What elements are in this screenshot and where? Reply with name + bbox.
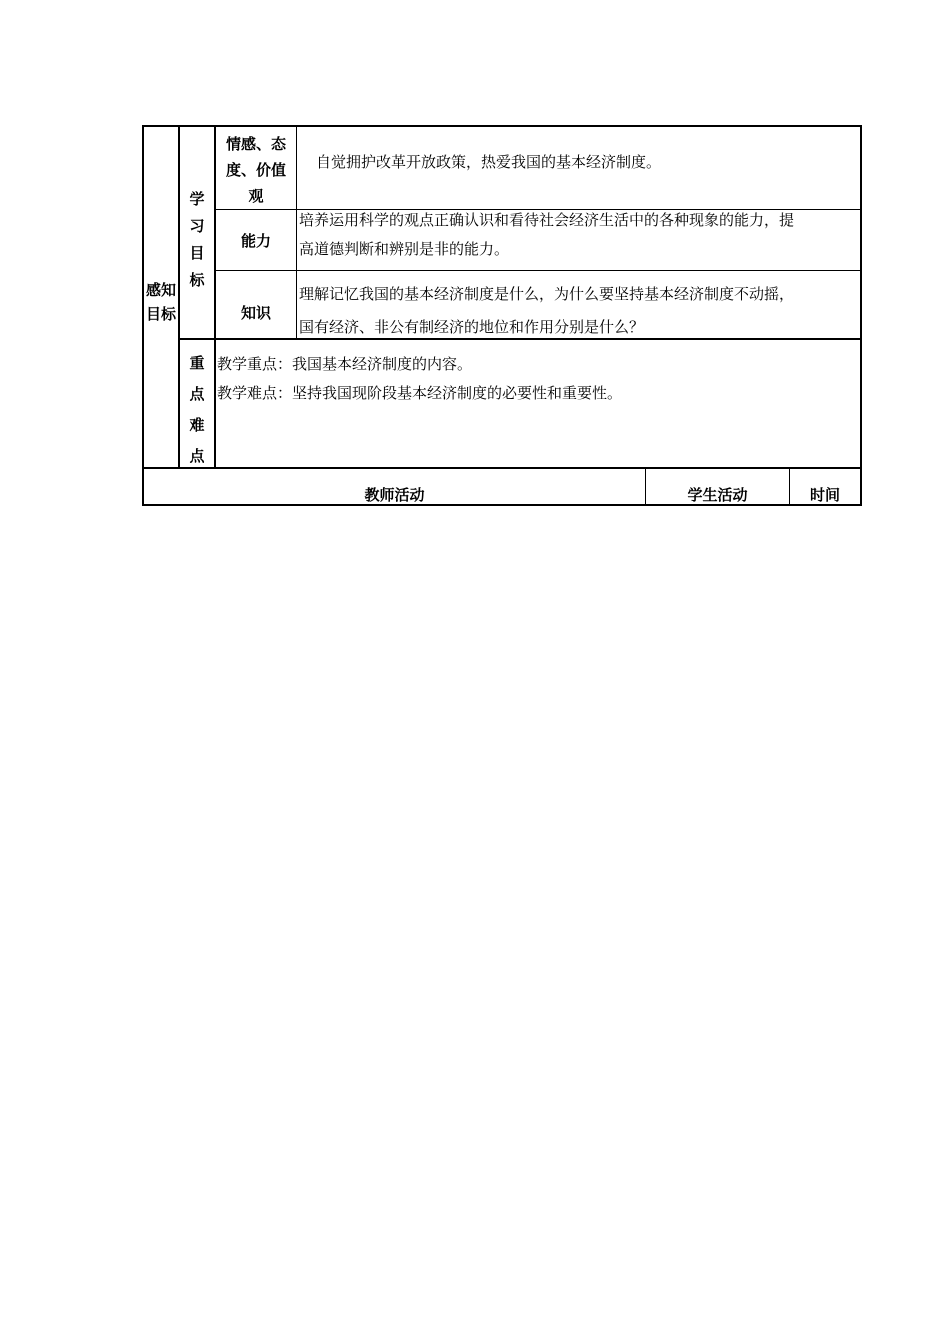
- teacher-activity-header: 教师活动: [364, 485, 425, 504]
- learning-goals-label: [180, 180, 214, 300]
- knowledge-goal-label: 知识: [240, 303, 271, 322]
- ability-goal-line-1: 培养运用科学的观点正确认识和看待社会经济生活中的各种现象的能力，提: [299, 211, 795, 229]
- key-points-label: [180, 348, 214, 472]
- values-goal-label: [216, 130, 296, 210]
- learning-goals-char-2: 习: [189, 217, 205, 235]
- divider-footer: [142, 467, 862, 469]
- perception-goals-line-2: 目标: [145, 305, 176, 323]
- learning-goals-char-4: 标: [189, 271, 205, 289]
- teaching-focus-line: 教学重点：我国基本经济制度的内容。: [217, 355, 473, 373]
- values-goal-line-3: 观: [248, 187, 264, 205]
- knowledge-goal-line-1: 理解记忆我国的基本经济制度是什么，为什么要坚持基本经济制度不动摇，: [299, 285, 795, 303]
- table-border-top: [142, 125, 862, 127]
- table-border-right: [860, 125, 862, 506]
- knowledge-goal-line-2: 国有经济、非公有制经济的地位和作用分别是什么？: [299, 318, 645, 336]
- key-points-char-4: 点: [189, 447, 205, 465]
- key-points-content: [217, 350, 857, 410]
- student-activity-header: 学生活动: [687, 485, 748, 504]
- values-goal-line-2: 度、价值: [225, 161, 286, 179]
- key-points-char-3: 难: [189, 416, 205, 434]
- key-points-char-2: 点: [189, 385, 205, 403]
- divider-col-3: [296, 125, 297, 339]
- divider-row-knowledge: [215, 270, 861, 271]
- ability-goal-label: 能力: [240, 231, 271, 250]
- key-points-char-1: 重: [189, 354, 205, 372]
- time-header: 时间: [809, 485, 840, 504]
- perception-goals-label: [143, 276, 179, 328]
- ability-goal-line-2: 高道德判断和辨别是非的能力。: [299, 240, 510, 258]
- values-goal-line-1: 情感、态: [225, 135, 286, 153]
- learning-goals-char-1: 学: [189, 190, 205, 208]
- ability-goal-content: [299, 206, 859, 268]
- knowledge-goal-content: [299, 278, 859, 340]
- values-goal-content: 自觉拥护改革开放政策，热爱我国的基本经济制度。: [316, 153, 662, 171]
- teaching-difficulty-line: 教学难点：坚持我国现阶段基本经济制度的必要性和重要性。: [217, 384, 623, 402]
- perception-goals-line-1: 感知: [145, 281, 176, 299]
- learning-goals-char-3: 目: [189, 244, 205, 262]
